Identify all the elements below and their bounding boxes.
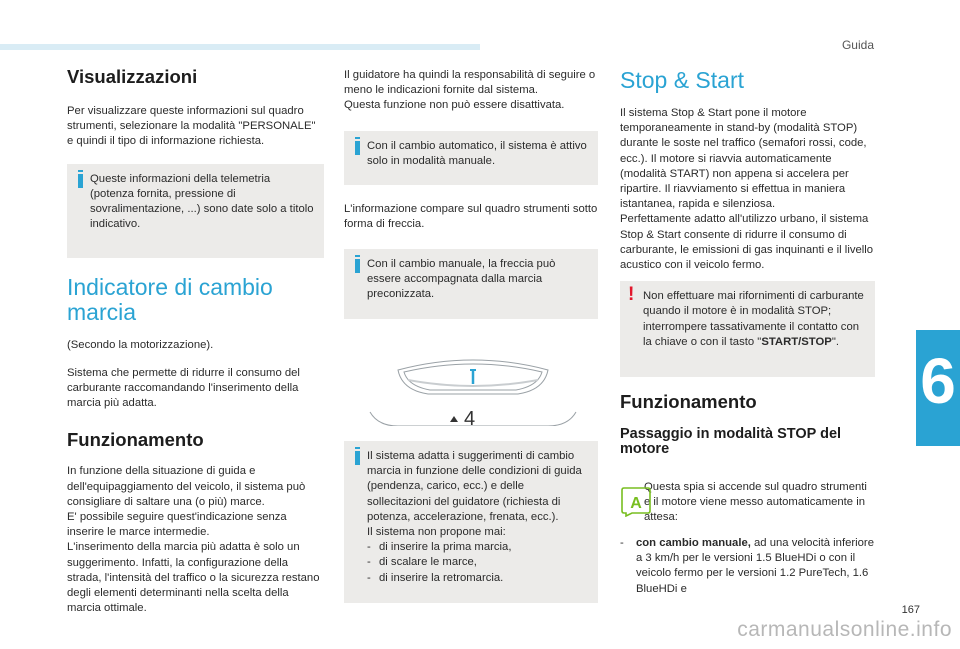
refuel-warning-note: ! Non effettuare mai rifornimenti di carburante quando il motore è in modalità STOP; interrompere tassativamente il contatto con la chiave o con il tasto "START/STOP".	[620, 281, 875, 377]
eco-icon-letter: A	[630, 495, 642, 512]
column-right	[620, 60, 875, 595]
note3-paragraph-1: Il sistema adatta i suggerimenti di cambio marcia in funzione delle condizioni di guida (pendenza, carico, ecc.) e delle sollecitazioni del guidatore (richiesta di potenza, accelerazione, frenata, ecc.).	[367, 450, 582, 523]
column-left	[67, 60, 324, 616]
system-adapts-note	[344, 441, 598, 603]
motorization-note: (Secondo la motorizzazione).	[67, 338, 214, 351]
stop-start-benefits: Perfettamente adatto all'utilizzo urbano, il sistema Stop & Start consente di ridurre il consumo di carburante, le emissioni di gas inquinanti e il livello acustico con il veicolo fermo.	[620, 213, 874, 272]
manual-gearbox-note	[344, 249, 598, 319]
condition-label: con cambio manuale,	[636, 537, 751, 549]
funzionamento-heading-left: Funzionamento	[67, 429, 204, 451]
visualizzazioni-heading: Visualizzazioni	[67, 66, 198, 87]
list-item-text: di inserire la prima marcia,	[379, 541, 512, 554]
section-title: Guida	[841, 38, 874, 52]
list-item: - di inserire la prima marcia,	[367, 541, 512, 554]
info-icon	[355, 141, 360, 155]
list-item: - di inserire la retromarcia.	[367, 571, 504, 584]
info-icon	[355, 451, 360, 465]
func-paragraph-1: In funzione della situazione di guida e dell'equipaggiamento del veicolo, il sistema può consigliare di saltare una (o più) marce.	[67, 465, 306, 508]
watermark: carmanualsonline.info	[737, 618, 952, 641]
note3-paragraph-2: Il sistema non propone mai:	[367, 526, 506, 539]
funzionamento-heading-right: Funzionamento	[620, 391, 757, 413]
condition-text: ad una velocità inferiore a 3 km/h per le versioni 1.5 BlueHDi o con il veicolo fermo per le versioni 1.2 PureTech, 1.6 BlueHDi e	[636, 537, 874, 595]
header-bar	[0, 44, 480, 50]
suggested-gear-label: 4	[464, 408, 476, 426]
info-icon	[355, 259, 360, 273]
gear-heading-line1: Indicatore di cambio	[67, 273, 273, 300]
automatic-gearbox-note	[344, 131, 598, 185]
list-item: - di scalare le marce,	[367, 556, 477, 569]
gear-heading-line2: marcia	[67, 298, 137, 325]
automatic-note-text: Con il cambio automatico, il sistema è attivo solo in modalità manuale.	[367, 139, 587, 167]
telemetry-info-note	[67, 164, 324, 258]
refuel-warning-text: Non effettuare mai rifornimenti di carburante quando il motore è in modalità STOP; interrompere tassativamente il contatto con la chiave o con il tasto	[643, 290, 864, 348]
warning-icon: !	[628, 284, 635, 306]
list-item-text: di inserire la retromarcia.	[379, 571, 504, 584]
manual-gearbox-condition: - con cambio manuale, ad una velocità inferiore a 3 km/h per le versioni 1.5 BlueHDi o con il veicolo fermo per le versioni 1.2 PureTech, 1.6 BlueHDi e	[620, 537, 874, 595]
page-number: 167	[901, 604, 920, 616]
eco-light-description: Questa spia si accende sul quadro strumenti e il motore viene messo automaticamente in attesa:	[644, 481, 867, 524]
gear-shift-indicator-illustration	[368, 356, 578, 426]
gear-indicator-heading	[67, 275, 324, 325]
visualizzazioni-intro: Per visualizzare queste informazioni sul quadro strumenti, selezionare la modalità "PERSONALE" e quindi il tipo di informazione richiesta.	[67, 105, 316, 148]
arrow-info: L'informazione compare sul quadro strumenti sotto forma di freccia.	[344, 202, 598, 230]
stop-mode-heading: Passaggio in modalità STOP del motore	[620, 426, 842, 458]
list-item-text: di scalare le marce,	[379, 556, 477, 569]
stop-start-heading: Stop & Start	[620, 67, 745, 93]
manual-note-text: Con il cambio manuale, la freccia può essere accompagnata dalla marcia preconizzata.	[367, 258, 556, 301]
driver-responsibility: Il guidatore ha quindi la responsabilità di seguire o meno le indicazioni fornite dal sistema.	[344, 69, 596, 97]
gear-description: Sistema che permette di ridurre il consumo del carburante raccomandando l'inserimento della marcia più adatta.	[67, 366, 300, 410]
stop-start-description: Il sistema Stop & Start pone il motore temporaneamente in stand-by (modalità STOP) durante le soste nel traffico (semafori rossi, code, ecc.). Il motore si riavvia automaticamente (modalità START) non appena si accelera per ripartire. Il riavviamento si effettua in maniera istantanea, rapida e silenziosa.	[620, 107, 867, 211]
column-middle	[344, 68, 598, 319]
info-icon	[78, 174, 83, 188]
start-stop-key: START/STOP	[761, 335, 832, 348]
chapter-number: 6	[920, 345, 956, 417]
chapter-tab	[916, 330, 960, 446]
stop-start-eco-icon	[620, 487, 654, 517]
telemetry-note-text: Queste informazioni della telemetria (potenza fornita, pressione di sovralimentazione, ...) sono date solo a titolo indicativo.	[90, 172, 314, 231]
func-paragraph-3: L'inserimento della marcia più adatta è solo un suggerimento. Infatti, la configurazione della strada, l'intensità del traffico o la sicurezza restano degli elementi determinanti nella scelta della marcia ottimale.	[67, 541, 320, 615]
never-proposes-list	[367, 540, 588, 586]
func-paragraph-2: E' possibile seguire quest'indicazione senza inserire le marce intermedie.	[67, 511, 287, 539]
cannot-disable: Questa funzione non può essere disattivata.	[344, 99, 565, 112]
